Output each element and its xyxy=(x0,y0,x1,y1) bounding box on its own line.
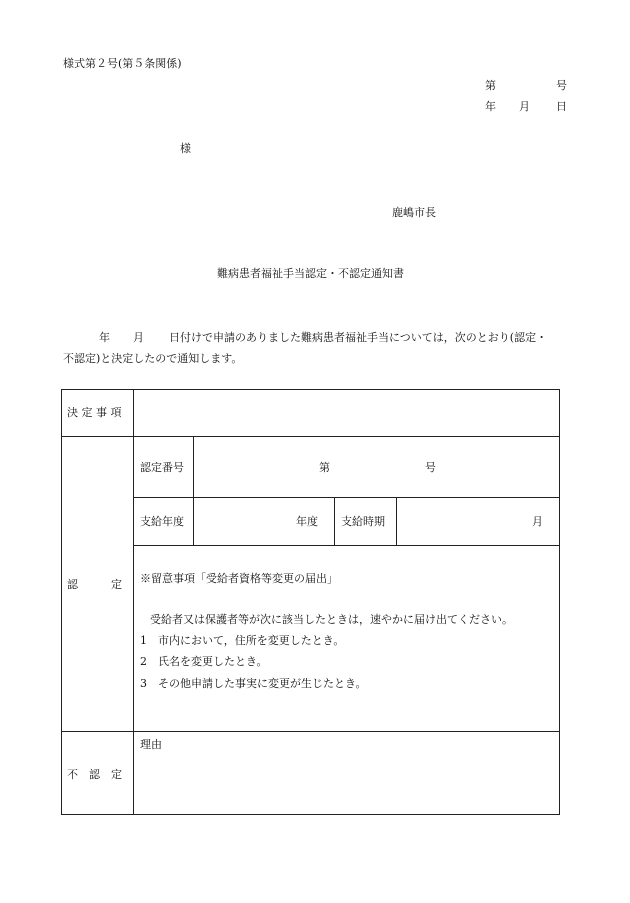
pay-time-suffix: 月 xyxy=(532,515,543,528)
label-column-divider xyxy=(133,389,134,815)
form-label: 様式第２号(第５条関係) xyxy=(63,57,182,70)
cert-no-label: 認定番号 xyxy=(140,461,184,474)
note-item: 1 市内において，住所を変更したとき。 xyxy=(140,634,345,647)
addressee-suffix: 様 xyxy=(180,142,191,155)
row-divider-cert-no xyxy=(133,497,560,498)
table-border-bottom xyxy=(61,814,560,815)
cert-no-label-divider xyxy=(193,436,194,546)
body-line-1: 日付けで申請のありました難病患者福祉手当については，次のとおり(認定・ xyxy=(169,331,548,344)
pay-year-label: 支給年度 xyxy=(140,515,184,528)
cert-no-dai: 第 xyxy=(319,461,330,474)
number-go: 号 xyxy=(556,79,567,92)
issuer: 鹿嶋市長 xyxy=(392,206,436,219)
body-month: 月 xyxy=(133,331,144,344)
number-dai: 第 xyxy=(485,79,496,92)
table-border-right xyxy=(559,389,560,815)
table-border-left xyxy=(61,389,62,815)
body-line-2: 不認定)と決定したので通知します。 xyxy=(63,352,243,365)
date-month: 月 xyxy=(519,100,530,113)
date-year: 年 xyxy=(485,100,496,113)
approved-label: 認 定 xyxy=(67,578,122,591)
body-year: 年 xyxy=(99,331,110,344)
note-item: 2 氏名を変更したとき。 xyxy=(140,655,268,668)
notes-title: ※留意事項「受給者資格等変更の届出」 xyxy=(140,572,338,585)
notes-intro: 受給者又は保護者等が次に該当したときは，速やかに届け出てください。 xyxy=(150,613,513,626)
rejected-label: 不 認 定 xyxy=(67,768,122,781)
pay-time-divider xyxy=(396,497,397,546)
table-border-top xyxy=(61,389,560,390)
decision-label: 決 定 事 項 xyxy=(67,406,122,419)
note-item: 3 その他申請した事実に変更が生じたとき。 xyxy=(140,677,367,690)
row-divider-approved xyxy=(61,731,560,732)
pay-year-suffix: 年度 xyxy=(296,515,318,528)
row-divider-pay xyxy=(133,545,560,546)
cert-no-go: 号 xyxy=(425,461,436,474)
pay-time-label: 支給時期 xyxy=(341,515,385,528)
reason-label: 理由 xyxy=(140,738,162,751)
row-divider-decision xyxy=(61,436,560,437)
date-day: 日 xyxy=(556,100,567,113)
pay-year-divider xyxy=(334,497,335,546)
document-title: 難病患者福祉手当認定・不認定通知書 xyxy=(217,267,404,280)
